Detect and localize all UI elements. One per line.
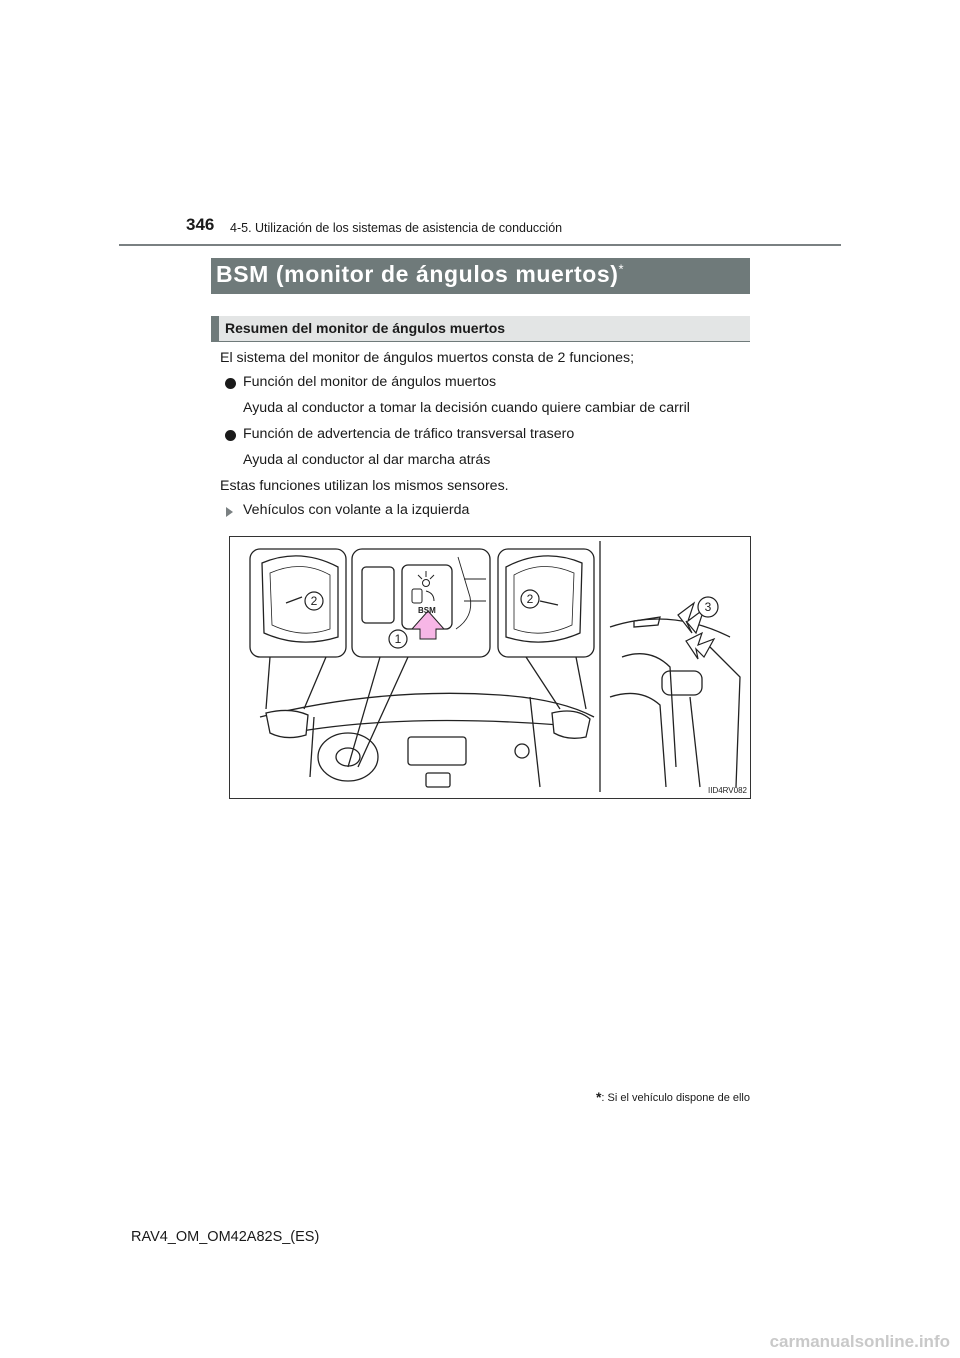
bullet-title: Función de advertencia de tráfico transversal trasero (243, 426, 575, 442)
bullet-description: Ayuda al conductor al dar marcha atrás (243, 452, 491, 468)
callout-2-right-label: 2 (526, 592, 534, 606)
callout-3-label: 3 (704, 600, 712, 614)
page-number: 346 (186, 215, 215, 234)
callout-2-left-label: 2 (310, 594, 318, 608)
page-title-text: BSM (monitor de ángulos muertos) (216, 261, 619, 287)
page-title (216, 261, 624, 288)
switch-label: BSM (418, 606, 436, 615)
document-code: RAV4_OM_OM42A82S_(ES) (131, 1229, 320, 1245)
figure-id: IID4RV082 (708, 786, 747, 795)
sensors-note: Estas funciones utilizan los mismos sensores. (220, 478, 509, 494)
triangle-marker-icon (226, 507, 233, 517)
bsm-illustration-drawing (230, 537, 750, 798)
footnote-text: : Si el vehículo dispone de ello (601, 1092, 750, 1104)
footnote (596, 1089, 750, 1105)
variant-label: Vehículos con volante a la izquierda (243, 502, 470, 518)
footnote-symbol: * (595, 1089, 602, 1105)
intro-text: El sistema del monitor de ángulos muertos consta de 2 funciones; (220, 350, 635, 366)
bullet-icon (225, 430, 236, 441)
callout-1-label: 1 (394, 632, 402, 646)
watermark: carmanualsonline.info (769, 1332, 950, 1351)
bsm-illustration (229, 536, 751, 799)
bullet-description: Ayuda al conductor a tomar la decisión cuando quiere cambiar de carril (243, 400, 690, 416)
title-asterisk: * (618, 261, 625, 277)
bullet-icon (225, 378, 236, 389)
header-rule (119, 244, 841, 246)
subheading: Resumen del monitor de ángulos muertos (225, 320, 506, 336)
subheading-marker (211, 316, 219, 341)
section-path: 4-5. Utilización de los sistemas de asistencia de conducción (230, 221, 563, 235)
bullet-title: Función del monitor de ángulos muertos (243, 374, 497, 390)
subheading-bar (211, 316, 750, 342)
